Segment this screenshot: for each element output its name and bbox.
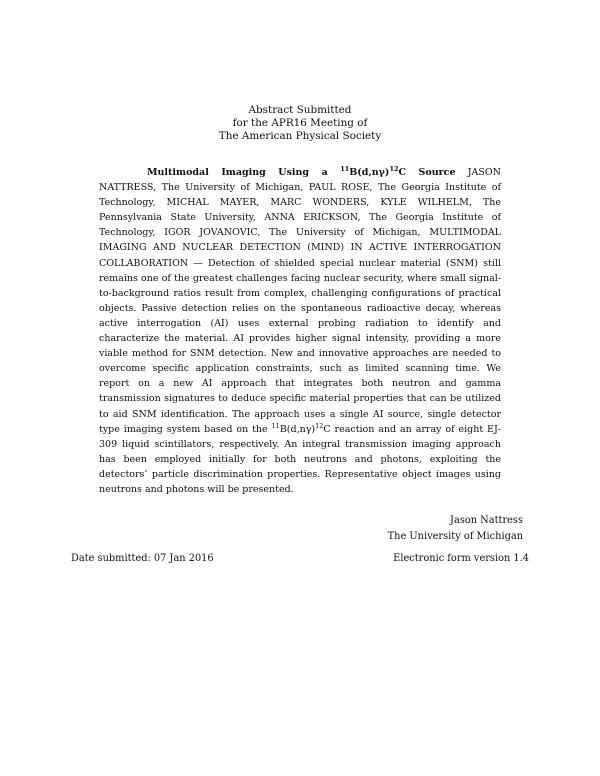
body-superscript-11: 11 <box>271 421 280 430</box>
title-superscript-12: 12 <box>389 165 399 173</box>
submission-header <box>0 104 600 144</box>
title-prefix: Multimodal Imaging Using a <box>147 167 341 178</box>
header-line-meeting: for the APR16 Meeting of <box>232 117 368 130</box>
header-line-abstract-submitted: Abstract Submitted <box>248 104 352 116</box>
date-submitted: Date submitted: 07 Jan 2016 <box>71 553 214 564</box>
abstract-text-part1: JASON NATTRESS, The University of Michigan, PAUL ROSE, The Georgia Institute of Technology, MICHAL MAYER, MARC WONDERS, KYLE WILHELM, The Pennsylvania State University, ANNA ERICKSON, The Georgia Institute of Technology, IGOR JOVANOVIC, The University of Michigan, MULTIMODAL IMAGING AND NUCLEAR DETECTION (MIND) IN ACTIVE INTERROGATION COLLABORATION — Detection of shielded special nuclear material (SNM) still remains one of the greatest challenges facing nuclear security, where small signal-to-background ratios result from complex, challenging configurations of practical objects. Passive detection relies on the spontaneous radioactive decay, whereas active interrogation (AI) uses external probing radiation to identify and characterize the material. AI provides higher signal intensity, providing a more viable method for SNM detection. New and innovative approaches are needed to overcome specific application constraints, such as limited scanning time. We report on a new AI approach that integrates both neutron and gamma transmission signatures to deduce specific material properties that can be utilized to aid SNM identification. The approach uses a single AI source, single detector type imaging system based on the <box>99 167 501 435</box>
signature-block <box>388 513 523 544</box>
signature-name: Jason Nattress <box>450 515 523 526</box>
abstract-title <box>147 167 456 178</box>
abstract-text-part2: C reaction and an array of eight EJ-309 liquid scintillators, respectively. An integral transmission imaging approach has been employed initially for both neutrons and photons, exploiting the detectors’ particle discrimination properties. Representative object images using neutrons and photons will be presented. <box>99 423 501 495</box>
title-suffix: C Source <box>398 167 456 178</box>
header-line-society: The American Physical Society <box>218 130 382 143</box>
signature-affiliation: The University of Michigan <box>387 530 523 542</box>
body-superscript-12: 12 <box>315 421 324 430</box>
title-superscript-11: 11 <box>340 165 350 173</box>
abstract-body <box>99 165 501 497</box>
form-version: Electronic form version 1.4 <box>393 553 529 564</box>
body-reaction: B(d,nγ) <box>279 423 316 435</box>
title-reaction: B(d,nγ) <box>349 167 390 178</box>
